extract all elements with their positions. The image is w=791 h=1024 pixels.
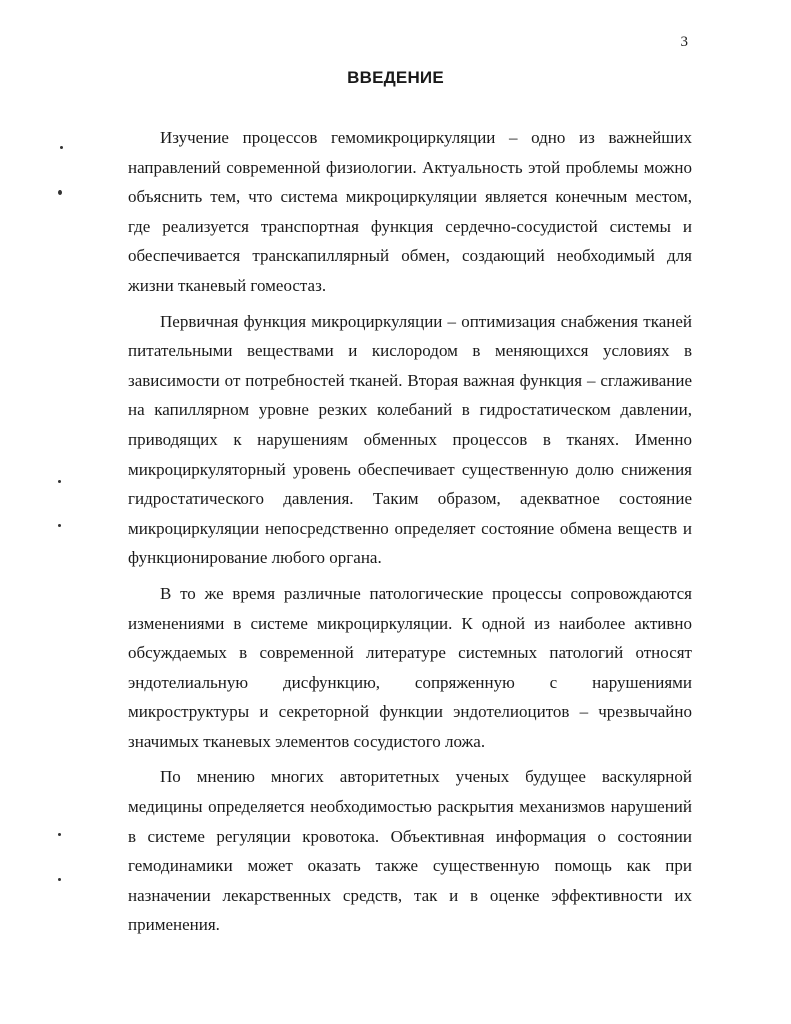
scan-speck — [58, 190, 62, 195]
scan-speck — [60, 146, 63, 149]
paragraph: В то же время различные патологические процессы сопровождаются изменениями в системе микроциркуляции. К одной из наиболее активно обсуждаемых в современной литературе системных патологий относят эндотелиальную дисфункцию, сопряженную с нарушениями микроструктуры и секреторной функции эндотелиоцитов – чрезвычайно значимых тканевых элементов сосудистого ложа. — [128, 583, 692, 751]
scan-speck — [58, 878, 61, 881]
paragraph: Первичная функция микроциркуляции – оптимизация снабжения тканей питательными веществами и кислородом в меняющихся условиях в зависимости от потребностей тканей. Вторая важная функция – сглаживание на капиллярном уровне резких колебаний в гидростатическом давлении, приводящих к нарушениям обменных процессов в тканях. Именно микроциркуляторный уровень обеспечивает существенную долю снижения гидростатического давления. Таким образом, адекватное состояние микроциркуляции непосредственно определяет состояние обмена веществ и функционирование любого органа. — [128, 311, 692, 568]
scan-speck — [58, 480, 61, 483]
scan-speck — [58, 524, 61, 527]
paragraph: Изучение процессов гемомикроциркуляции – одно из важнейших направлений современной физиологии. Актуальность этой проблемы можно объяснить тем, что система микроциркуляции является конечным местом, где реализуется транспортная функция сердечно-сосудистой системы и обеспечивается транскапиллярный обмен, создающий необходимый для жизни тканевый гомеостаз. — [128, 128, 692, 295]
scan-speck — [58, 833, 61, 836]
page-number: 3 — [680, 34, 688, 50]
paragraph: По мнению многих авторитетных ученых будущее васкулярной медицины определяется необходимостью раскрытия механизмов нарушений в системе регуляции кровотока. Объективная информация о состоянии гемодинамики может оказать также существенную помощь как при назначении лекарственных средств, так и в оценке эффективности их применения. — [128, 767, 692, 935]
body-text — [128, 123, 692, 940]
page-title: ВВЕДЕНИЕ — [347, 68, 444, 87]
